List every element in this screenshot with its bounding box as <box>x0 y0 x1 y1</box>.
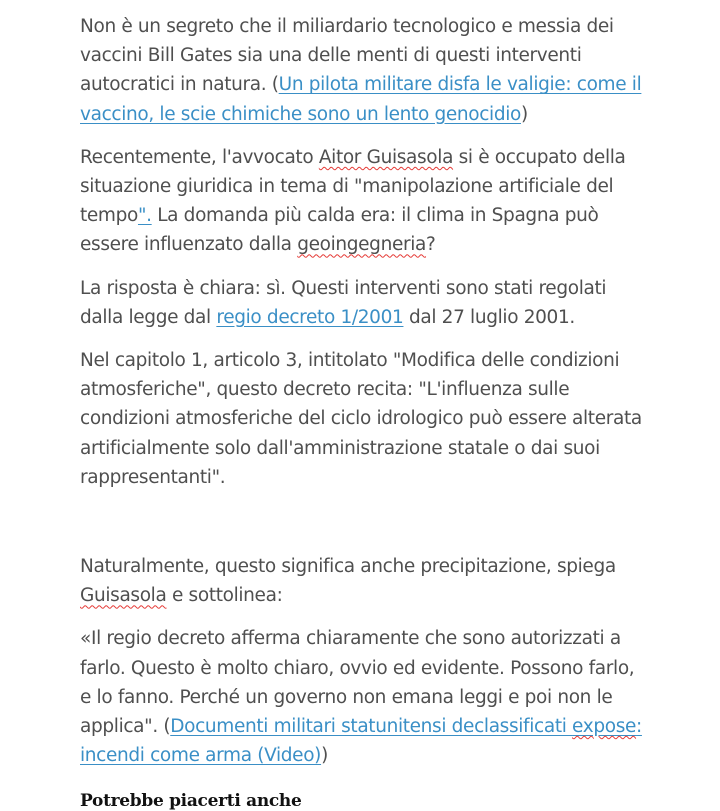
paragraph-capitolo: Nel capitolo 1, articolo 3, intitolato "Modifica delle condizioni atmosferiche", questo decreto recita: "L'influenza sulle condizioni atmosferiche del ciclo idrologico può essere alterata artificialmente solo dall'amministrazione statale o dai suoi rappresentanti". <box>80 350 642 488</box>
paragraph-risposta <box>80 274 650 332</box>
link-text: : incendi come arma (Video) <box>80 716 642 767</box>
spellcheck-term: expose <box>572 716 637 738</box>
spellcheck-name: Aitor Guisasola <box>318 146 454 168</box>
paragraph-text: La risposta è chiara: sì. Questi interventi sono stati regolati dalla legge dal <box>80 277 607 328</box>
spellcheck-term: geoingegneria <box>297 234 427 256</box>
paragraph-text: dal 27 luglio 2001. <box>403 306 575 328</box>
paragraph-text: e sottolinea: <box>166 585 283 607</box>
spacer <box>80 506 650 552</box>
link-regio-decreto[interactable]: regio decreto 1/2001 <box>216 306 404 328</box>
paragraph-text: ) <box>321 745 328 767</box>
paragraph-text: ) <box>521 103 528 125</box>
paragraph-text: «Il regio decreto afferma chiaramente che sono autorizzati a farlo. Questo è molto chiaro, ovvio ed evidente. Possono farlo, e lo fanno. Perché un governo non emana leggi e poi non le applica". ( <box>80 628 635 738</box>
paragraph-quote <box>80 624 650 770</box>
paragraph-guisasola <box>80 143 650 260</box>
paragraph-text: Recentemente, l'avvocato <box>80 146 319 168</box>
link-text: Documenti militari statunitensi declassificati <box>170 716 573 738</box>
spellcheck-name: Guisasola <box>80 585 167 607</box>
article-body <box>80 12 650 784</box>
paragraph-text: La domanda più calda era: il clima in Spagna può essere influenzato dalla <box>80 205 599 256</box>
paragraph-precipitazione <box>80 552 650 610</box>
paragraph-text: ? <box>426 234 436 256</box>
paragraph-text: si è occupato della situazione giuridica in tema di "manipolazione artificiale del tempo <box>80 146 626 227</box>
paragraph-text: Naturalmente, questo significa anche precipitazione, spiega <box>80 556 616 578</box>
link-pilota-militare[interactable]: Un pilota militare disfa le valigie: come il vaccino, le scie chimiche sono un lento genocidio <box>80 74 642 125</box>
link-quote[interactable]: ". <box>137 205 152 227</box>
paragraph-bill-gates <box>80 12 650 129</box>
related-heading: Potrebbe piacerti anche <box>80 791 302 811</box>
paragraph-text: Non è un segreto che il miliardario tecnologico e messia dei vaccini Bill Gates sia una delle menti di questi interventi autocratici in natura. ( <box>80 16 614 96</box>
